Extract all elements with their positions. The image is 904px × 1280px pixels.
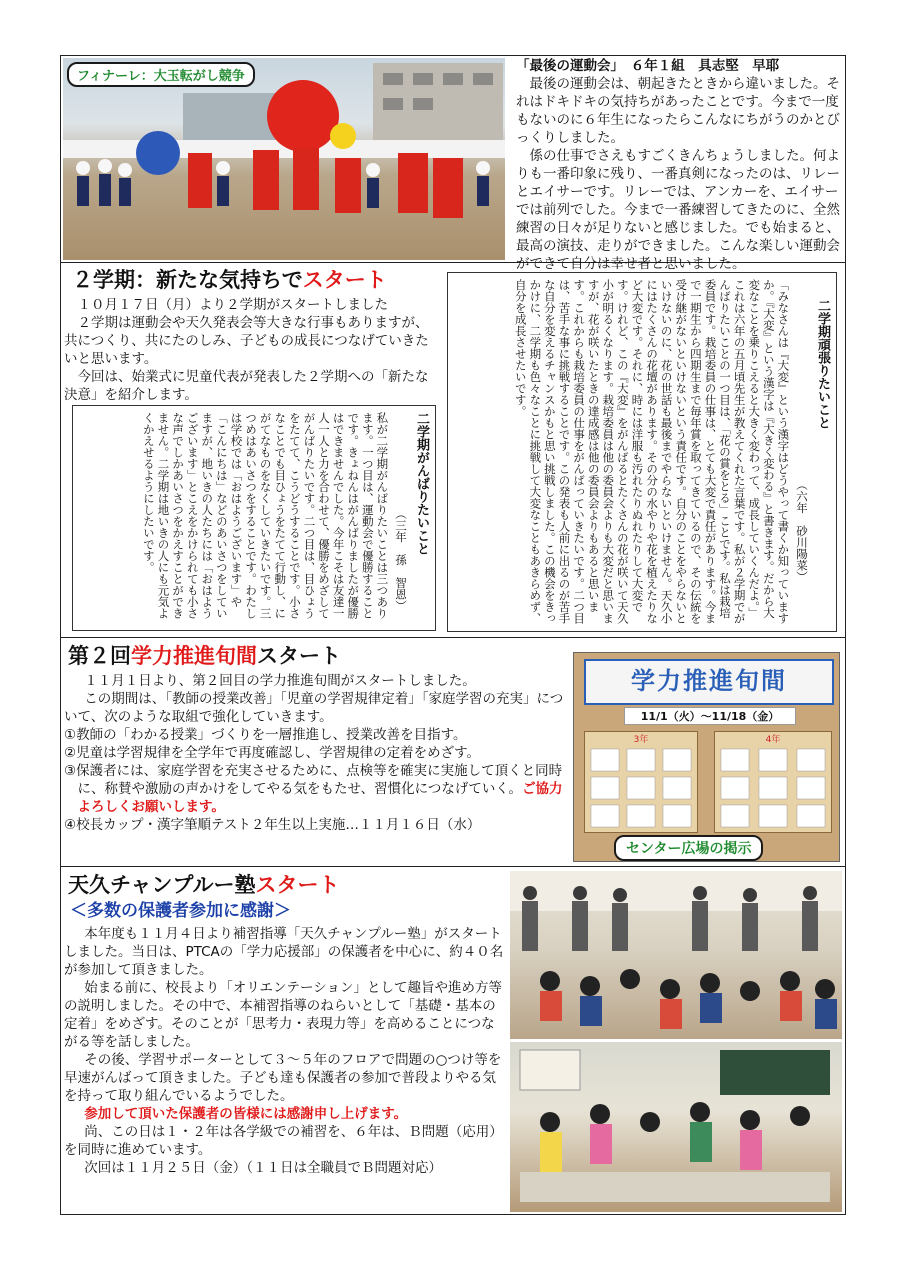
board-left-grade: 3年: [633, 735, 649, 745]
study-item-4: ④校長カップ・漢字筆順テスト２年生以上実施…１１月１６日（水）: [64, 817, 481, 833]
term2-title-black: ２学期：新たな気持ちで: [72, 268, 303, 292]
study-line-1: １１月１日より、第２回目の学力推進旬間がスタートしました。: [84, 673, 476, 689]
champuru-closing-2: 次回は１１月２５日（金）（１１日は全職員でＢ問題対応）: [84, 1160, 442, 1176]
term2-title: [64, 266, 432, 294]
board-right-papers: [715, 745, 831, 830]
finale-caption: フィナーレ：大玉転がし競争: [67, 62, 255, 87]
study-item-3-text: ③保護者には、家庭学習を充実させるために、点検等を確実に実施して頂くと同時に、称賛や激励の声かけをしてやる気をもたせ、習慣化につなげていく。: [64, 763, 563, 797]
classroom-scene-1: [510, 871, 842, 1039]
term2-intro-1: １０月１７日（月）より２学期がスタートしました: [77, 297, 388, 313]
study-line-2: この期間は、「教師の授業改善」「児童の学習規律定着」「家庭学習の充実」について、次のような取組で強化していきます。: [64, 691, 564, 725]
essay-grade6-author: （六年 砂川陽菜）: [795, 479, 809, 583]
last-sports-day-essay: [516, 57, 840, 273]
classroom-scene-2: [510, 1042, 842, 1212]
essay-grade6: [447, 272, 837, 632]
essay-paragraph-2: 係の仕事でさえもすごくきんちょうしました。何よりも一番印象に残り、一番真剣になったのは、リレーとエイサーです。リレーでは、アンカーを、エイサーでは前列でした。今まで一番練習してきたのに、全然練習の日々が足りないと感じました。でも始まると、最高の演技、走りができました。こんな楽しい運動会ができて自分は幸せ者と思いました。: [516, 148, 840, 272]
study-title-suffix: スタート: [257, 644, 341, 668]
study-promotion-title: [64, 642, 569, 670]
board-left-papers: [585, 745, 697, 830]
champuru-photo-top: [510, 871, 842, 1039]
essay-grade3: [72, 405, 436, 631]
essay-grade3-title: 二学期がんばりたいこと: [414, 412, 429, 555]
champuru-thanks: 参加して頂いた保護者の皆様には感謝申し上げます。: [84, 1106, 408, 1122]
term2-title-red: スタート: [302, 268, 387, 292]
sports-day-illustration: [63, 58, 505, 260]
study-title-red: 学力推進旬間: [131, 644, 257, 668]
champuru-title: [64, 871, 504, 899]
board-right-grade: 4年: [765, 735, 781, 745]
champuru-title-red: スタート: [255, 873, 340, 897]
sports-day-photo: [63, 58, 505, 260]
essay-paragraph-1: 最後の運動会は、朝起きたときから違いました。それはドキドキの気持ちがあったことです。今まで一度もないのに６年生になったらこんなにちがうのかとびっくりしました。: [516, 76, 840, 146]
bulletin-banner: [584, 659, 834, 705]
champuru-title-black: 天久チャンプルー塾: [68, 873, 256, 897]
board-caption: センター広場の掲示: [614, 835, 763, 861]
banner-title: 学力推進旬間: [631, 667, 787, 695]
champuru-paragraph-2: 始まる前に、校長より「オリエンテーション」として趣旨や進め方等の説明しました。その中で、本補習指導のねらいとして「基礎・基本の定着」をめざす。そのことが「思考力・表現力等」を高めることにつながる等を話しました。: [64, 980, 502, 1050]
champuru-photo-bottom: [510, 1042, 842, 1212]
banner-date: 11/1（火）～11/18（金）: [624, 707, 796, 725]
study-item-3: [64, 762, 569, 816]
bulletin-board-photo: [573, 652, 840, 862]
essay-heading: 「最後の運動会」 ６年１組 具志堅 早耶: [516, 58, 780, 74]
study-item-1: ①教師の「わかる授業」づくりを一層推進し、授業改善を目指す。: [64, 727, 467, 743]
study-promotion-section: [64, 642, 569, 834]
champuru-closing-1: 尚、この日は１・２年は各学級での補習を、６年は、Ｂ問題（応用）を同時に進めています。: [64, 1124, 503, 1158]
essay-grade3-text: 私が二学期がんばりたいことは三つあります。一つ目は、運動会で優勝することです。きょねんはがんばりましたが優勝はできませんでした。今年こそは友達一人一人と力を合わせて、優勝をめざしてがんばりたいです。二つ目は、目ひょうをたてて、こうどうすることです。小さなことでも目ひょうをたてて行動し、にがてなものをなくしていきたいです。三つめはあいさつをすることです。わたしは学校では「おはようございます」や「こんにちは」などのあいさつをしていますが、地いきの人たちには「おはようございます」とこえをかけられても小さな声でしかあいさつをかえすことができません。二学期は地いきの人にも元気よくかえせるようにしたいです。: [141, 412, 390, 619]
term2-intro-2: ２学期は運動会や天久発表会等大きな行事もありますが、共につくり、共にたのしみ、子どもの成長につなげていきたいと思います。: [64, 315, 429, 367]
study-request: ご協力よろしくお願いします。: [77, 781, 563, 815]
essay-grade6-text: 「みなさんは『大変』という漢字はどうやって書くか知っていますか。『大変』という漢字は『大きく変わる』と書きます。だから大変なことを乗りこえると大きく変わって、成長していくんだよ。」これは六年の五月頃先生が教えてくれた言葉です。私が２学期でがんばりたいことの一つ目は、「花の賞をとる」ことです。私は栽培委員です。栽培委員の仕事は、とても大変で責任があります。今まで一期生から四期生まで毎年賞を取ってきているので、その伝統を受け継がないといけないという責任です。自分のことをやらないといけないのに、花の世話も最後までやらないといけません。天久小にはたくさんの花壇があります。その分の水やりや花を植えたりなど大変です。それに、時には洋服も汚れたりぬれたりして大変です。けれど、この『大変』をがんばるとたくさんの花が咲いて天久小が明るくなります。栽培委員は他の委員会よりも大変だと思いますが、花が咲いたときの達成感は他の委員会よりもあると思います。これからも栽培委員の仕事をがんばっていきたいです。二つ目は、苦手な事に挑戦することです。この発表も人前に出るのが苦手な自分を変えるチャンスかもと思い挑戦しました。この機会をきっかけに、二学期も色々なことに挑戦して大変なこともあきらめず、自分を成長させたいです。: [513, 279, 791, 624]
champuru-subtitle: ＜多数の保護者参加に感謝＞: [70, 901, 291, 921]
champuru-paragraph-1: 本年度も１１月４日より補習指導「天久チャンプルー塾」がスタートしました。当日は、PTCAの「学力応援部」の保護者を中心に、約４０名が参加して頂きました。: [64, 926, 504, 978]
board-left: [584, 731, 698, 833]
champuru-section: [64, 871, 504, 1177]
study-item-2: ②児童は学習規律を全学年で再度確認し、学習規律の定着をめざす。: [64, 745, 481, 761]
divider-2: [60, 637, 846, 638]
board-right: [714, 731, 832, 833]
essay-grade6-title: 二学期頑張りたいこと: [815, 299, 830, 429]
term2-intro-3: 今回は、始業式に児童代表が発表した２学期への「新たな決意」を紹介します。: [64, 369, 429, 403]
essay-grade3-author: （三年 孫 智恩）: [394, 508, 408, 612]
divider-3: [60, 866, 846, 867]
champuru-paragraph-3: その後、学習サポーターとして３～５年のフロアで問題の○つけ等を早速がんばって頂きました。子ども達も保護者の参加で普段よりやる気を持って取り組んでいるようでした。: [64, 1052, 502, 1104]
study-title-prefix: 第２回: [68, 644, 131, 668]
term2-intro: [64, 266, 432, 404]
